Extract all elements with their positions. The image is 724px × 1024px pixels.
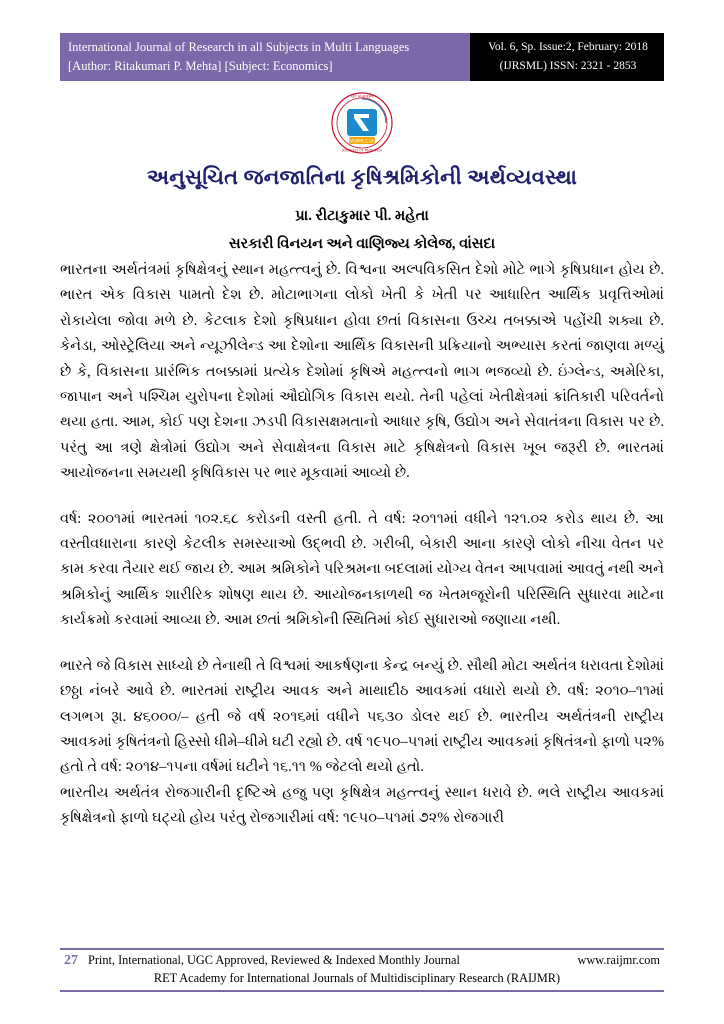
- body-paragraph: વર્ષ: ૨૦૦૧માં ભારતમાં ૧૦૨.૬૮ કરોડની વસ્તી હતી. તે વર્ષ: ૨૦૧૧માં વધીને ૧૨૧.૦૨ કરોડ થાય છે. આ વસ્તીવધારાના કારણે કેટલીક સમસ્યાઓ ઉદ્ભવી છે. ગરીબી, બેકારી આના કારણે લોકો નીચા વેતન પર કામ કરવા તૈયાર થઈ જાય છે. આમ શ્રમિકોને પરિશ્રમના બદલામાં યોગ્ય વેતન આપવામાં આવતું નથી અને શ્રમિકોનું આર્થિક શારીરિક શોષણ થાય છે. આયોજનકાળથી જ ખેતમજૂરોની પરિસ્થિતિ સુધારવા માટેના કાર્યક્રમો કરવામાં આવ્યા છે. આમ છતાં શ્રમિકોની સ્થિતિમાં કોઈ સુધારાઓ જણાયા નથી.: [60, 510, 664, 629]
- page-number: 27: [64, 953, 78, 968]
- page-header: [60, 33, 664, 81]
- page-footer: [60, 948, 664, 992]
- footer-website-link[interactable]: www.raijmr.com: [577, 953, 660, 967]
- header-volume-info: Vol. 6, Sp. Issue:2, February: 2018: [488, 41, 648, 53]
- author-name: પ્રા. રીટાકુમાર પી. મહેતા: [295, 208, 429, 224]
- header-journal-title: International Journal of Research in all Subjects in Multi Languages: [68, 40, 410, 54]
- article-body: [60, 258, 664, 832]
- footer-divider-bottom: [60, 990, 664, 992]
- footer-top-row: [60, 950, 664, 969]
- svg-text:RET ACADEMY: RET ACADEMY: [350, 94, 374, 99]
- footer-organization: RET Academy for International Journals of Multidisciplinary Research (RAIJMR): [153, 971, 561, 985]
- header-journal-block: [60, 33, 470, 81]
- svg-text:RAIJMR.COM: RAIJMR.COM: [347, 139, 377, 145]
- body-paragraph: ભારતે જે વિકાસ સાધ્યો છે તેનાથી તે વિશ્વમાં આકર્ષણના કેન્દ્ર બન્યું છે. સૌથી મોટા અર્થતંત્ર ધરાવતા દેશોમાં છઠ્ઠા નંબરે આવે છે. ભારતમાં રાષ્ટ્રીય આવક અને માથાદીઠ આવકમાં વધારો થયો છે. વર્ષ: ૨૦૧૦–૧૧માં લગભગ રૂા. ૪૬૦૦૦/– હતી જે વર્ષ ૨૦૧૬માં વધીને ૫૬૩૦ ડોલર થઈ છે. ભારતીય અર્થતંત્રની રાષ્ટ્રીય આવકમાં કૃષિતંત્રનો હિસ્સો ધીમે–ધીમે ઘટી રહ્યો છે. વર્ષ ૧૯૫૦–૫૧માં રાષ્ટ્રીય આવકમાં કૃષિતંત્રનો ફાળો ૫૨% હતો તે વર્ષ: ૨૦૧૪–૧૫ના વર્ષમાં ઘટીને ૧૬.૧૧ % જેટલો થયો હતો.: [60, 657, 664, 776]
- body-paragraph: ભારતના અર્થતંત્રમાં કૃષિક્ષેત્રનું સ્થાન મહત્ત્વનું છે. વિશ્વના અલ્પવિકસિત દેશો મોટે ભાગે કૃષિપ્રધાન હોય છે. ભારત એક વિકાસ પામતો દેશ છે. મોટાભાગના લોકો ખેતી કે ખેતી પર આધારિત આર્થિક પ્રવૃત્તિઓમાં રોકાયેલા જોવા મળે છે. કેટલાક દેશો કૃષિપ્રધાન હોવા છતાં વિકાસના ઉચ્ચ તબક્કાએ પહોંચી શક્યા છે. કેનેડા, ઓસ્ટ્રેલિયા અને ન્યૂઝીલેન્ડ આ દેશોના આર્થિક વિકાસની પ્રક્રિયાનો અભ્યાસ કરતાં જાણવા મળ્યું છે કે, વિકાસના પ્રારંભિક તબક્કામાં પ્રત્યેક દેશોમાં કૃષિએ મહત્ત્વનો ભાગ ભજવ્યો છે. ઇંગ્લેન્ડ, અમેરિકા, જાપાન અને પશ્ચિમ યુરોપના દેશોમાં ઔદ્યોગિક વિકાસ થયો. તેની પહેલાં ખેતીક્ષેત્રમાં ક્રાંતિકારી પરિવર્તનો થયા હતા. આમ, કોઈ પણ દેશના ઝડપી વિકાસક્ષમતાનો આધાર કૃષિ, ઉદ્યોગ અને સેવાતંત્રના વિકાસ પર છે. પરંતુ આ ત્રણે ક્ષેત્રોમાં ઉદ્યોગ અને સેવાક્ષેત્રના વિકાસ માટે કૃષિક્ષેત્રનો વિકાસ ખૂબ જરૂરી છે. ભારતમાં આયોજનના સમયથી કૃષિવિકાસ પર ભાર મૂકવામાં આવ્યો છે.: [60, 262, 664, 482]
- footer-description: Print, International, UGC Approved, Reviewed & Indexed Monthly Journal: [88, 953, 460, 967]
- header-issn: (IJRSML) ISSN: 2321 - 2853: [499, 60, 637, 72]
- title-block: [60, 163, 664, 255]
- author-affiliation: સરકારી વિનયન અને વાણિજ્ય કોલેજ, વાંસદા: [228, 236, 496, 252]
- page-title: અનુસૂચિત જનજાતિના કૃષિશ્રમિકોની અર્થવ્યવસ્થા: [146, 165, 578, 189]
- body-paragraph: ભારતીય અર્થતંત્ર રોજગારીની દૃષ્ટિએ હજુ પણ કૃષિક્ષેત્ર મહત્ત્વનું સ્થાન ધરાવે છે. ભલે રાષ્ટ્રીય આવકમાં કૃષિક્ષેત્રનો ફાળો ઘટ્યો હોય પરંતુ રોજગારીમાં વર્ષ: ૧૯૫૦–૫૧માં ૭૨% રોજગારી: [60, 784, 664, 827]
- header-author-subject: [Author: Ritakumari P. Mehta] [Subject: Economics]: [68, 59, 333, 73]
- svg-text:JOURNALS OF RESEARCH: JOURNALS OF RESEARCH: [342, 148, 382, 153]
- journal-logo-wrap: [0, 92, 724, 154]
- header-issue-block: [470, 33, 664, 81]
- raijmr-logo-icon: [331, 92, 393, 154]
